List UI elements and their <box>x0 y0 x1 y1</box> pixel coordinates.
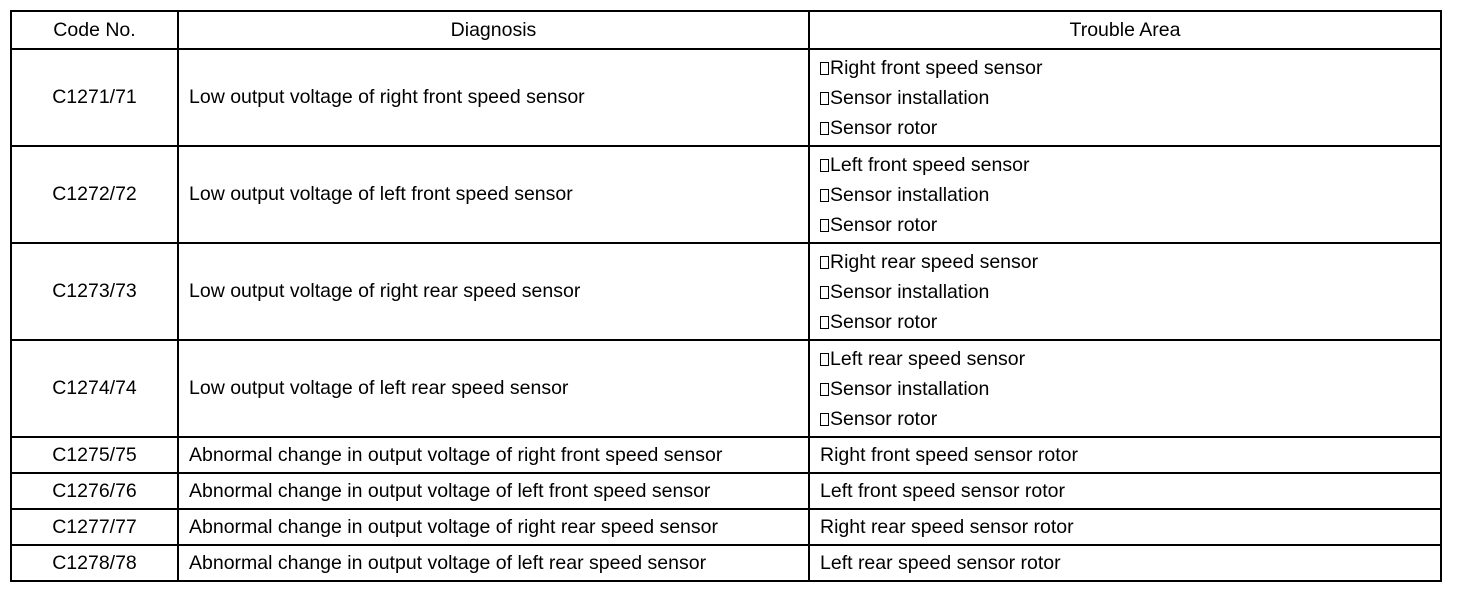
table-row <box>11 243 1441 340</box>
checkbox-bullet-icon <box>820 219 829 232</box>
code-cell: C1275/75 <box>11 437 178 473</box>
trouble-area-item <box>820 247 1440 277</box>
trouble-area-cell <box>809 49 1441 146</box>
checkbox-bullet-icon <box>820 92 829 105</box>
trouble-area-item <box>820 113 1440 143</box>
header-trouble-area: Trouble Area <box>809 11 1441 49</box>
trouble-area-text: Sensor installation <box>830 280 990 303</box>
code-cell: C1276/76 <box>11 473 178 509</box>
code-cell: C1271/71 <box>11 49 178 146</box>
table-row <box>11 49 1441 146</box>
checkbox-bullet-icon <box>820 189 829 202</box>
trouble-area-cell <box>809 340 1441 437</box>
diagnosis-cell: Low output voltage of left front speed sensor <box>178 146 809 243</box>
code-cell: C1274/74 <box>11 340 178 437</box>
code-cell: C1272/72 <box>11 146 178 243</box>
trouble-area-text: Sensor installation <box>830 183 990 206</box>
header-row <box>11 11 1441 49</box>
checkbox-bullet-icon <box>820 159 829 172</box>
trouble-area-text: Sensor installation <box>830 86 990 109</box>
trouble-area-item <box>820 344 1440 374</box>
trouble-area-cell <box>809 243 1441 340</box>
checkbox-bullet-icon <box>820 383 829 396</box>
checkbox-bullet-icon <box>820 353 829 366</box>
diagnosis-cell: Low output voltage of right rear speed sensor <box>178 243 809 340</box>
trouble-area-text: Right rear speed sensor <box>830 250 1039 273</box>
checkbox-bullet-icon <box>820 316 829 329</box>
table-header <box>11 11 1441 49</box>
trouble-area-item <box>820 404 1440 434</box>
table-row <box>11 473 1441 509</box>
header-diagnosis: Diagnosis <box>178 11 809 49</box>
trouble-area-cell: Left front speed sensor rotor <box>809 473 1441 509</box>
trouble-area-item <box>820 374 1440 404</box>
trouble-area-text: Sensor rotor <box>830 116 938 139</box>
diagnosis-cell: Abnormal change in output voltage of left rear speed sensor <box>178 545 809 581</box>
trouble-area-text: Right front speed sensor <box>830 56 1043 79</box>
trouble-area-cell: Left rear speed sensor rotor <box>809 545 1441 581</box>
trouble-area-item <box>820 83 1440 113</box>
table-row <box>11 437 1441 473</box>
trouble-area-item <box>820 180 1440 210</box>
trouble-area-cell <box>809 146 1441 243</box>
diagnosis-cell: Abnormal change in output voltage of left front speed sensor <box>178 473 809 509</box>
checkbox-bullet-icon <box>820 286 829 299</box>
table-row <box>11 340 1441 437</box>
checkbox-bullet-icon <box>820 413 829 426</box>
diagnosis-cell: Abnormal change in output voltage of right rear speed sensor <box>178 509 809 545</box>
dtc-table <box>10 10 1442 582</box>
checkbox-bullet-icon <box>820 122 829 135</box>
diagnosis-cell: Abnormal change in output voltage of right front speed sensor <box>178 437 809 473</box>
trouble-area-item <box>820 53 1440 83</box>
trouble-area-text: Sensor rotor <box>830 213 938 236</box>
checkbox-bullet-icon <box>820 256 829 269</box>
diagnosis-cell: Low output voltage of left rear speed sensor <box>178 340 809 437</box>
trouble-area-text: Sensor rotor <box>830 310 938 333</box>
code-cell: C1277/77 <box>11 509 178 545</box>
checkbox-bullet-icon <box>820 62 829 75</box>
trouble-area-item <box>820 150 1440 180</box>
code-cell: C1278/78 <box>11 545 178 581</box>
trouble-area-item <box>820 307 1440 337</box>
header-code-no: Code No. <box>11 11 178 49</box>
trouble-area-text: Left front speed sensor <box>830 153 1030 176</box>
table-row <box>11 509 1441 545</box>
table-row <box>11 545 1441 581</box>
trouble-area-item <box>820 210 1440 240</box>
code-cell: C1273/73 <box>11 243 178 340</box>
trouble-area-cell: Right front speed sensor rotor <box>809 437 1441 473</box>
table-body <box>11 49 1441 581</box>
table-row <box>11 146 1441 243</box>
trouble-area-cell: Right rear speed sensor rotor <box>809 509 1441 545</box>
trouble-area-item <box>820 277 1440 307</box>
diagnosis-cell: Low output voltage of right front speed sensor <box>178 49 809 146</box>
trouble-area-text: Left rear speed sensor <box>830 347 1026 370</box>
trouble-area-text: Sensor rotor <box>830 407 938 430</box>
trouble-area-text: Sensor installation <box>830 377 990 400</box>
